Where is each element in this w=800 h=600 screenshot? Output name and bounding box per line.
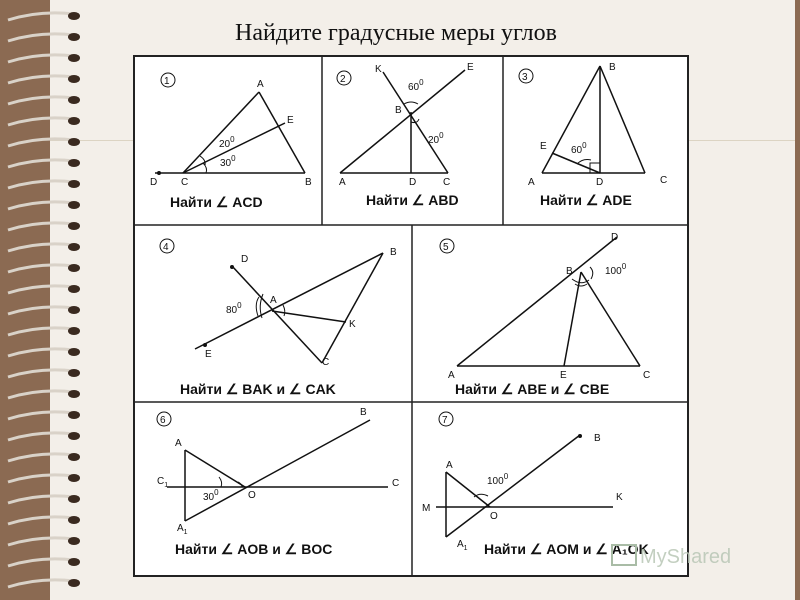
angle-value: $20^0$	[219, 135, 235, 150]
point-label: B	[395, 105, 402, 116]
point-label: A	[448, 370, 455, 381]
point-label: D	[596, 177, 604, 188]
point-label: A	[528, 177, 535, 188]
point-label: C	[322, 357, 330, 368]
point-label: B	[360, 407, 367, 418]
point-label: E	[287, 115, 294, 126]
angle-value: $100^0$	[487, 472, 509, 487]
point-label: K	[349, 319, 356, 330]
angle-value: $30^0$	[220, 154, 236, 169]
point-label: $A_1$	[457, 539, 468, 552]
point-label: B	[566, 266, 573, 277]
point-label: D	[150, 177, 158, 188]
point-label: C	[643, 370, 651, 381]
point-label: C	[181, 177, 189, 188]
point-b	[578, 434, 582, 438]
angle-value: $100^0$	[605, 262, 627, 277]
point-label: B	[305, 177, 312, 188]
point-label: A	[257, 79, 264, 90]
page-title: Найдите градусные меры углов	[235, 20, 557, 46]
watermark-text: MyShared	[640, 546, 732, 568]
point-d	[230, 265, 234, 269]
angle-value: $80^0$	[226, 301, 242, 316]
point-label: D	[241, 254, 249, 265]
point-label: O	[248, 490, 256, 501]
task-text: Найти ∠ AOM и ∠ A₁OK	[484, 541, 649, 557]
problem-number: 1	[164, 76, 170, 87]
problem-number: 6	[160, 415, 166, 426]
point-d	[157, 171, 161, 175]
task-text: Найти ∠ ABE и ∠ CBE	[455, 381, 610, 397]
angle-value: $60^0$	[571, 141, 587, 156]
task-text: Найти ∠ ABD	[366, 192, 459, 208]
task-text: Найти ∠ ADE	[540, 192, 632, 208]
task-text: Найти ∠ AOB и ∠ BOC	[175, 541, 333, 557]
angle-value: $20^0$	[428, 131, 444, 146]
point-label: M	[422, 503, 431, 514]
point-label: $C_1$	[157, 476, 169, 489]
point-label: $A_1$	[177, 523, 188, 536]
point-label: D	[611, 232, 619, 243]
point-label: B	[594, 433, 601, 444]
point-label: E	[540, 141, 547, 152]
angle-value: $30^0$	[203, 488, 219, 503]
problem-number: 5	[443, 242, 449, 253]
point-label: A	[175, 438, 182, 449]
point-label: A	[270, 295, 277, 306]
point-label: D	[409, 177, 417, 188]
point-label: K	[616, 492, 623, 503]
point-label: E	[205, 349, 212, 360]
task-text: Найти ∠ ACD	[170, 194, 263, 210]
point-label: K	[375, 64, 382, 75]
point-label: B	[390, 247, 397, 258]
problem-number: 7	[442, 415, 448, 426]
point-label: B	[609, 62, 616, 73]
problem-number: 3	[522, 72, 528, 83]
problem-number: 2	[340, 74, 346, 85]
angle-value: $60^0$	[408, 78, 424, 93]
point-label: C	[660, 175, 668, 186]
point-label: A	[339, 177, 346, 188]
point-label: C	[443, 177, 451, 188]
point-label: C	[392, 478, 400, 489]
problem-number: 4	[163, 242, 169, 253]
point-label: E	[560, 370, 567, 381]
point-label: A	[446, 460, 453, 471]
point-e	[203, 343, 207, 347]
point-label: O	[490, 511, 498, 522]
task-text: Найти ∠ BAK и ∠ CAK	[180, 381, 336, 397]
point-label: E	[467, 62, 474, 73]
